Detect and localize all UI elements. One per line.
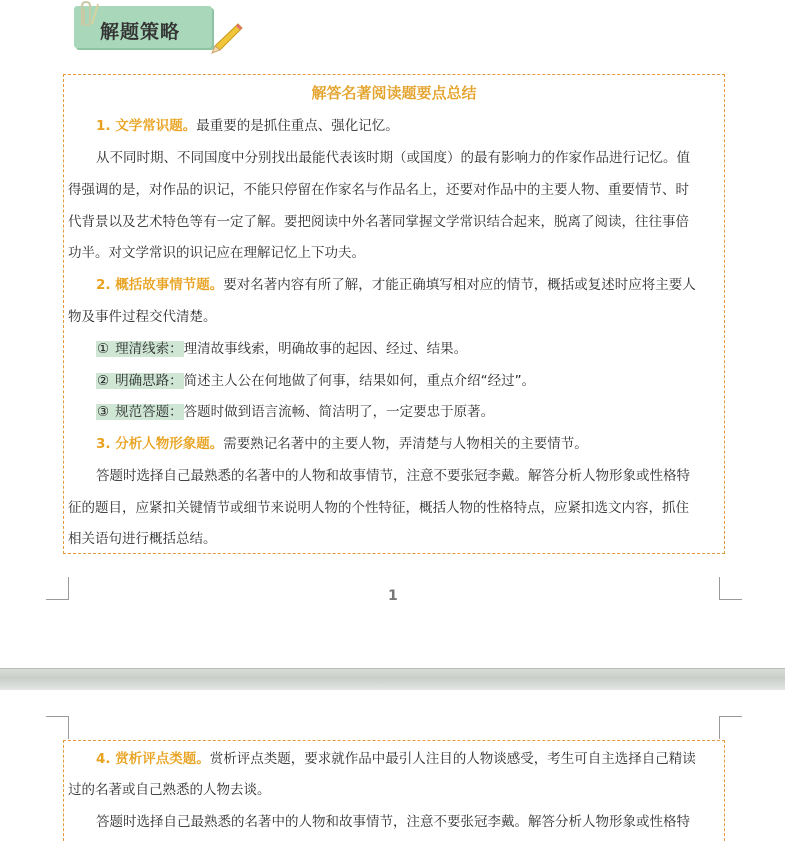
list-item-text: 理清故事线索，明确故事的起因、经过、结果。 — [183, 341, 468, 357]
list-item-label: 理清线索： — [115, 341, 183, 357]
list-item — [96, 340, 718, 358]
list-item — [96, 372, 718, 390]
badge-label: 解题策略 — [100, 21, 181, 43]
paragraph-3-line-3: 相关语句进行概括总结。 — [68, 531, 217, 547]
section-2-text: 要对名著内容有所了解，才能正确填写相对应的情节，概括或复述时应将主要人 — [223, 277, 696, 293]
list-item-tag — [96, 404, 184, 420]
section-4-line — [96, 750, 718, 768]
paragraph-1-line-1: 从不同时期、不同国度中分别找出最能代表该时期（或国度）的最有影响力的作家作品进行记忆。值 — [96, 150, 690, 166]
paragraph-1-line-2: 得强调的是，对作品的识记，不能只停留在作家名与作品名上，还要对作品中的主要人物、重要情节、时 — [68, 182, 689, 198]
section-3-heading: 3. 分析人物形象题。 — [96, 436, 224, 452]
list-item-text: 答题时做到语言流畅、简洁明了，一定要忠于原著。 — [183, 404, 495, 420]
section-2-heading: 2. 概括故事情节题。 — [96, 277, 224, 293]
list-item-tag — [96, 373, 184, 389]
list-item-number: ③ — [97, 404, 110, 420]
list-item-text: 简述主人公在何地做了何事，结果如何，重点介绍“经过”。 — [183, 373, 536, 389]
page-corner-mark — [719, 577, 742, 600]
paragraph-3-line-1: 答题时选择自己最熟悉的名著中的人物和故事情节，注意不要张冠李戴。解答分析人物形象或性格特 — [96, 468, 690, 484]
list-item-number: ② — [97, 373, 110, 389]
section-3-text: 需要熟记名著中的主要人物，弄清楚与人物相关的主要情节。 — [223, 436, 588, 452]
section-4-text: 赏析评点类题，要求就作品中最引人注目的人物谈感受，考生可自主选择自己精读 — [209, 751, 696, 767]
list-item-tag — [96, 341, 184, 357]
section-4-text-cont: 过的名著或自己熟悉的人物去谈。 — [68, 782, 271, 798]
section-1-heading: 1. 文学常识题。 — [96, 118, 197, 134]
page-corner-mark — [719, 716, 742, 739]
pencil-icon — [208, 22, 244, 56]
section-1-text: 最重要的是抓住重点、强化记忆。 — [196, 118, 399, 134]
paragraph-1-line-3: 代背景以及艺术特色等有一定了解。要把阅读中外名著同掌握文学常识结合起来，脱离了阅读，往往事倍 — [68, 214, 689, 230]
page-gap — [0, 668, 785, 692]
list-item-label: 明确思路： — [115, 373, 183, 389]
section-4-heading: 4. 赏析评点类题。 — [96, 751, 210, 767]
page-number: 1 — [388, 588, 398, 604]
paragraph-3-line-2: 征的题目，应紧扣关键情节或细节来说明人物的个性特征，概括人物的性格特点，应紧扣选文内容，抓住 — [68, 500, 689, 516]
list-item-number: ① — [97, 341, 110, 357]
section-1-line — [96, 117, 718, 135]
section-3-line — [96, 435, 718, 453]
list-item — [96, 403, 718, 421]
list-item-label: 规范答题： — [115, 404, 183, 420]
paragraph-4-line-1: 答题时选择自己最熟悉的名著中的人物和故事情节，注意不要张冠李戴。解答分析人物形象或性格特 — [96, 814, 690, 830]
page-corner-mark — [46, 716, 69, 739]
page-corner-mark — [46, 577, 69, 600]
paragraph-1-line-4: 功半。对文学常识的识记应在理解记忆上下功夫。 — [68, 245, 365, 261]
section-2-line — [96, 276, 718, 294]
box-title: 解答名著阅读题要点总结 — [311, 84, 477, 102]
section-2-text-cont: 物及事件过程交代清楚。 — [68, 309, 217, 325]
